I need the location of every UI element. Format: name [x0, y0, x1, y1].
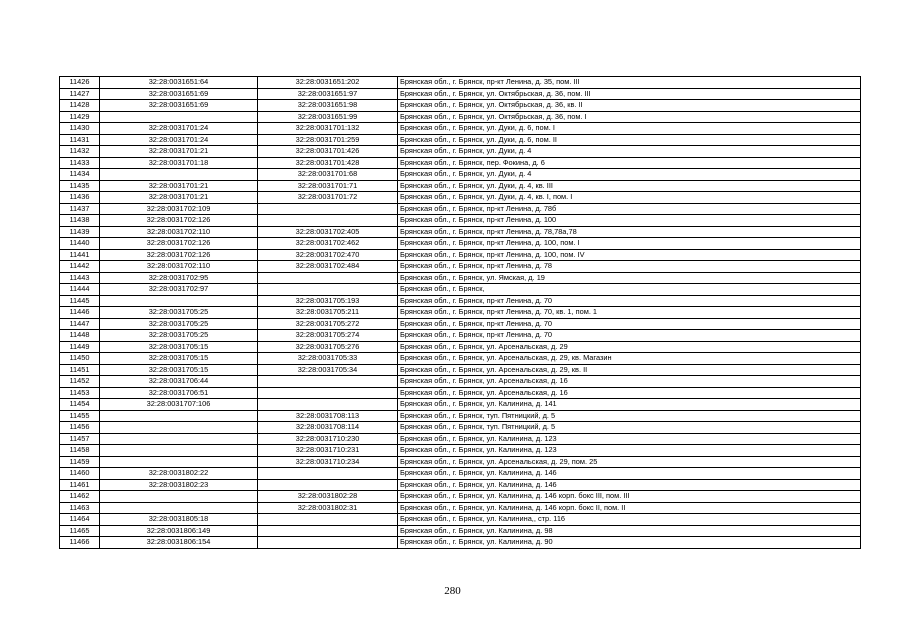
address-cell: Брянская обл., г. Брянск, ул. Арсенальская, д. 29, пом. 25	[398, 456, 861, 468]
table-row	[60, 111, 861, 123]
address-cell: Брянская обл., г. Брянск, ул. Арсенальская, д. 16	[398, 376, 861, 388]
address-cell: Брянская обл., г. Брянск, ул. Дуки, д. 4, кв. I, пом. I	[398, 192, 861, 204]
address-cell: Брянская обл., г. Брянск, ул. Калинина, д. 90	[398, 537, 861, 549]
table-row	[60, 456, 861, 468]
parcel-number-cell: 32:28:0031805:18	[100, 514, 258, 526]
address-cell: Брянская обл., г. Брянск, пр-кт Ленина, д. 70	[398, 330, 861, 342]
parcel-number-cell: 32:28:0031705:15	[100, 364, 258, 376]
object-number-cell	[258, 387, 398, 399]
parcel-number-cell: 32:28:0031706:51	[100, 387, 258, 399]
address-cell: Брянская обл., г. Брянск, ул. Арсенальская, д. 16	[398, 387, 861, 399]
table-row	[60, 146, 861, 158]
address-cell: Брянская обл., г. Брянск, ул. Ямская, д. 19	[398, 272, 861, 284]
row-number-cell: 11464	[60, 514, 100, 526]
parcel-number-cell: 32:28:0031802:23	[100, 479, 258, 491]
table-row	[60, 399, 861, 411]
parcel-number-cell: 32:28:0031701:21	[100, 180, 258, 192]
row-number-cell: 11447	[60, 318, 100, 330]
row-number-cell: 11451	[60, 364, 100, 376]
parcel-number-cell	[100, 491, 258, 503]
parcel-number-cell: 32:28:0031705:15	[100, 341, 258, 353]
table-row	[60, 226, 861, 238]
address-cell: Брянская обл., г. Брянск,	[398, 284, 861, 296]
table-row	[60, 433, 861, 445]
address-cell: Брянская обл., г. Брянск, ул. Калинина, д. 123	[398, 433, 861, 445]
row-number-cell: 11460	[60, 468, 100, 480]
object-number-cell	[258, 525, 398, 537]
address-cell: Брянская обл., г. Брянск, ул. Калинина, д. 141	[398, 399, 861, 411]
parcel-number-cell: 32:28:0031806:154	[100, 537, 258, 549]
table-row	[60, 353, 861, 365]
table-row	[60, 537, 861, 549]
page-number: 280	[444, 585, 461, 597]
object-number-cell: 32:28:0031710:230	[258, 433, 398, 445]
address-cell: Брянская обл., г. Брянск, пр-кт Ленина, д. 35, пом. III	[398, 77, 861, 89]
address-cell: Брянская обл., г. Брянск, ул. Калинина, д. 146 корп. бокс III, пом. III	[398, 491, 861, 503]
object-number-cell: 32:28:0031702:484	[258, 261, 398, 273]
parcel-number-cell	[100, 295, 258, 307]
table-row	[60, 134, 861, 146]
object-number-cell: 32:28:0031705:33	[258, 353, 398, 365]
object-number-cell: 32:28:0031705:272	[258, 318, 398, 330]
object-number-cell: 32:28:0031701:426	[258, 146, 398, 158]
parcel-number-cell	[100, 502, 258, 514]
table-row	[60, 123, 861, 135]
parcel-number-cell: 32:28:0031705:15	[100, 353, 258, 365]
object-number-cell: 32:28:0031705:193	[258, 295, 398, 307]
address-cell: Брянская обл., г. Брянск, ул. Дуки, д. 6, пом. II	[398, 134, 861, 146]
object-number-cell: 32:28:0031705:211	[258, 307, 398, 319]
row-number-cell: 11441	[60, 249, 100, 261]
row-number-cell: 11443	[60, 272, 100, 284]
parcel-number-cell: 32:28:0031706:44	[100, 376, 258, 388]
address-cell: Брянская обл., г. Брянск, пр-кт Ленина, д. 78,78а,78	[398, 226, 861, 238]
object-number-cell: 32:28:0031708:114	[258, 422, 398, 434]
row-number-cell: 11466	[60, 537, 100, 549]
object-number-cell: 32:28:0031708:113	[258, 410, 398, 422]
row-number-cell: 11437	[60, 203, 100, 215]
parcel-number-cell: 32:28:0031702:126	[100, 215, 258, 227]
address-cell: Брянская обл., г. Брянск, ул. Дуки, д. 6, пом. I	[398, 123, 861, 135]
address-cell: Брянская обл., г. Брянск, пр-кт Ленина, д. 78б	[398, 203, 861, 215]
row-number-cell: 11442	[60, 261, 100, 273]
address-cell: Брянская обл., г. Брянск, ул. Калинина, д. 146	[398, 479, 861, 491]
row-number-cell: 11448	[60, 330, 100, 342]
row-number-cell: 11449	[60, 341, 100, 353]
object-number-cell: 32:28:0031651:99	[258, 111, 398, 123]
row-number-cell: 11431	[60, 134, 100, 146]
address-cell: Брянская обл., г. Брянск, ул. Дуки, д. 4	[398, 169, 861, 181]
table-row	[60, 502, 861, 514]
address-cell: Брянская обл., г. Брянск, ул. Арсенальская, д. 29, кв. Магазин	[398, 353, 861, 365]
object-number-cell	[258, 479, 398, 491]
object-number-cell	[258, 215, 398, 227]
object-number-cell	[258, 284, 398, 296]
parcel-number-cell: 32:28:0031701:24	[100, 134, 258, 146]
table-row	[60, 272, 861, 284]
object-number-cell: 32:28:0031705:276	[258, 341, 398, 353]
parcel-number-cell	[100, 433, 258, 445]
row-number-cell: 11428	[60, 100, 100, 112]
table-row	[60, 238, 861, 250]
table-row	[60, 261, 861, 273]
address-cell: Брянская обл., г. Брянск, пр-кт Ленина, д. 70	[398, 318, 861, 330]
object-number-cell	[258, 468, 398, 480]
row-number-cell: 11429	[60, 111, 100, 123]
object-number-cell: 32:28:0031701:68	[258, 169, 398, 181]
table-row	[60, 77, 861, 89]
row-number-cell: 11430	[60, 123, 100, 135]
table-row	[60, 410, 861, 422]
row-number-cell: 11458	[60, 445, 100, 457]
address-cell: Брянская обл., г. Брянск, ул. Октябрьская, д. 36, пом. III	[398, 88, 861, 100]
row-number-cell: 11427	[60, 88, 100, 100]
row-number-cell: 11457	[60, 433, 100, 445]
parcel-number-cell: 32:28:0031701:21	[100, 146, 258, 158]
parcel-number-cell: 32:28:0031705:25	[100, 318, 258, 330]
address-cell: Брянская обл., г. Брянск, ул. Арсенальская, д. 29	[398, 341, 861, 353]
table-row	[60, 422, 861, 434]
address-cell: Брянская обл., г. Брянск, ул. Арсенальская, д. 29, кв. II	[398, 364, 861, 376]
address-cell: Брянская обл., г. Брянск, пр-кт Ленина, д. 70	[398, 295, 861, 307]
table-row	[60, 376, 861, 388]
parcel-number-cell	[100, 445, 258, 457]
address-cell: Брянская обл., г. Брянск, пр-кт Ленина, д. 78	[398, 261, 861, 273]
parcel-number-cell: 32:28:0031705:25	[100, 330, 258, 342]
row-number-cell: 11436	[60, 192, 100, 204]
parcel-number-cell	[100, 422, 258, 434]
property-register-table	[59, 76, 861, 549]
object-number-cell: 32:28:0031701:72	[258, 192, 398, 204]
row-number-cell: 11461	[60, 479, 100, 491]
table-row	[60, 525, 861, 537]
address-cell: Брянская обл., г. Брянск, ул. Калинина, д. 98	[398, 525, 861, 537]
table-row	[60, 387, 861, 399]
address-cell: Брянская обл., г. Брянск, ул. Октябрьская, д. 36, кв. II	[398, 100, 861, 112]
row-number-cell: 11444	[60, 284, 100, 296]
table-row	[60, 100, 861, 112]
table-row	[60, 307, 861, 319]
row-number-cell: 11435	[60, 180, 100, 192]
object-number-cell	[258, 514, 398, 526]
address-cell: Брянская обл., г. Брянск, туп. Пятницкий, д. 5	[398, 410, 861, 422]
object-number-cell	[258, 537, 398, 549]
address-cell: Брянская обл., г. Брянск, ул. Калинина, д. 146	[398, 468, 861, 480]
object-number-cell	[258, 272, 398, 284]
object-number-cell: 32:28:0031702:405	[258, 226, 398, 238]
object-number-cell	[258, 203, 398, 215]
row-number-cell: 11454	[60, 399, 100, 411]
address-cell: Брянская обл., г. Брянск, ул. Калинина, д. 146 корп. бокс II, пом. II	[398, 502, 861, 514]
parcel-number-cell: 32:28:0031701:18	[100, 157, 258, 169]
object-number-cell: 32:28:0031651:97	[258, 88, 398, 100]
table-row	[60, 491, 861, 503]
object-number-cell: 32:28:0031802:28	[258, 491, 398, 503]
object-number-cell: 32:28:0031710:234	[258, 456, 398, 468]
row-number-cell: 11453	[60, 387, 100, 399]
object-number-cell: 32:28:0031651:98	[258, 100, 398, 112]
row-number-cell: 11465	[60, 525, 100, 537]
parcel-number-cell: 32:28:0031701:24	[100, 123, 258, 135]
address-cell: Брянская обл., г. Брянск, ул. Калинина, д. 123	[398, 445, 861, 457]
parcel-number-cell: 32:28:0031702:95	[100, 272, 258, 284]
object-number-cell: 32:28:0031710:231	[258, 445, 398, 457]
row-number-cell: 11445	[60, 295, 100, 307]
address-cell: Брянская обл., г. Брянск, пр-кт Ленина, д. 70, кв. 1, пом. 1	[398, 307, 861, 319]
row-number-cell: 11432	[60, 146, 100, 158]
object-number-cell: 32:28:0031705:34	[258, 364, 398, 376]
parcel-number-cell: 32:28:0031651:69	[100, 88, 258, 100]
row-number-cell: 11438	[60, 215, 100, 227]
table-row	[60, 180, 861, 192]
parcel-number-cell	[100, 169, 258, 181]
row-number-cell: 11463	[60, 502, 100, 514]
parcel-number-cell: 32:28:0031702:110	[100, 261, 258, 273]
table-row	[60, 364, 861, 376]
parcel-number-cell: 32:28:0031707:106	[100, 399, 258, 411]
parcel-number-cell: 32:28:0031701:21	[100, 192, 258, 204]
row-number-cell: 11450	[60, 353, 100, 365]
object-number-cell	[258, 399, 398, 411]
row-number-cell: 11434	[60, 169, 100, 181]
address-cell: Брянская обл., г. Брянск, пр-кт Ленина, д. 100	[398, 215, 861, 227]
object-number-cell	[258, 376, 398, 388]
table-row	[60, 445, 861, 457]
table-row	[60, 284, 861, 296]
table-row	[60, 341, 861, 353]
parcel-number-cell: 32:28:0031806:149	[100, 525, 258, 537]
table-row	[60, 157, 861, 169]
object-number-cell: 32:28:0031651:202	[258, 77, 398, 89]
address-cell: Брянская обл., г. Брянск, туп. Пятницкий, д. 5	[398, 422, 861, 434]
parcel-number-cell	[100, 111, 258, 123]
row-number-cell: 11452	[60, 376, 100, 388]
row-number-cell: 11446	[60, 307, 100, 319]
table-body	[60, 77, 861, 549]
parcel-number-cell: 32:28:0031651:64	[100, 77, 258, 89]
table-row	[60, 514, 861, 526]
address-cell: Брянская обл., г. Брянск, ул. Октябрьская, д. 36, пом. I	[398, 111, 861, 123]
address-cell: Брянская обл., г. Брянск, ул. Дуки, д. 4	[398, 146, 861, 158]
address-cell: Брянская обл., г. Брянск, пр-кт Ленина, д. 100, пом. IV	[398, 249, 861, 261]
table-row	[60, 215, 861, 227]
parcel-number-cell: 32:28:0031651:69	[100, 100, 258, 112]
object-number-cell: 32:28:0031701:132	[258, 123, 398, 135]
object-number-cell: 32:28:0031702:462	[258, 238, 398, 250]
object-number-cell: 32:28:0031701:428	[258, 157, 398, 169]
address-cell: Брянская обл., г. Брянск, пр-кт Ленина, д. 100, пом. I	[398, 238, 861, 250]
object-number-cell: 32:28:0031702:470	[258, 249, 398, 261]
table-row	[60, 330, 861, 342]
address-cell: Брянская обл., г. Брянск, пер. Фокина, д. 6	[398, 157, 861, 169]
table-row	[60, 203, 861, 215]
table-row	[60, 295, 861, 307]
parcel-number-cell: 32:28:0031802:22	[100, 468, 258, 480]
parcel-number-cell: 32:28:0031705:25	[100, 307, 258, 319]
row-number-cell: 11459	[60, 456, 100, 468]
table-row	[60, 169, 861, 181]
object-number-cell: 32:28:0031705:274	[258, 330, 398, 342]
row-number-cell: 11440	[60, 238, 100, 250]
parcel-number-cell	[100, 456, 258, 468]
parcel-number-cell: 32:28:0031702:110	[100, 226, 258, 238]
object-number-cell: 32:28:0031802:31	[258, 502, 398, 514]
address-cell: Брянская обл., г. Брянск, ул. Калинина,, стр. 116	[398, 514, 861, 526]
address-cell: Брянская обл., г. Брянск, ул. Дуки, д. 4, кв. III	[398, 180, 861, 192]
table-row	[60, 479, 861, 491]
parcel-number-cell: 32:28:0031702:109	[100, 203, 258, 215]
parcel-number-cell: 32:28:0031702:126	[100, 238, 258, 250]
object-number-cell: 32:28:0031701:259	[258, 134, 398, 146]
object-number-cell: 32:28:0031701:71	[258, 180, 398, 192]
row-number-cell: 11462	[60, 491, 100, 503]
table-row	[60, 88, 861, 100]
parcel-number-cell: 32:28:0031702:126	[100, 249, 258, 261]
parcel-number-cell	[100, 410, 258, 422]
row-number-cell: 11456	[60, 422, 100, 434]
parcel-number-cell: 32:28:0031702:97	[100, 284, 258, 296]
row-number-cell: 11426	[60, 77, 100, 89]
row-number-cell: 11455	[60, 410, 100, 422]
table-row	[60, 192, 861, 204]
row-number-cell: 11433	[60, 157, 100, 169]
row-number-cell: 11439	[60, 226, 100, 238]
table-row	[60, 468, 861, 480]
table-row	[60, 249, 861, 261]
table-row	[60, 318, 861, 330]
